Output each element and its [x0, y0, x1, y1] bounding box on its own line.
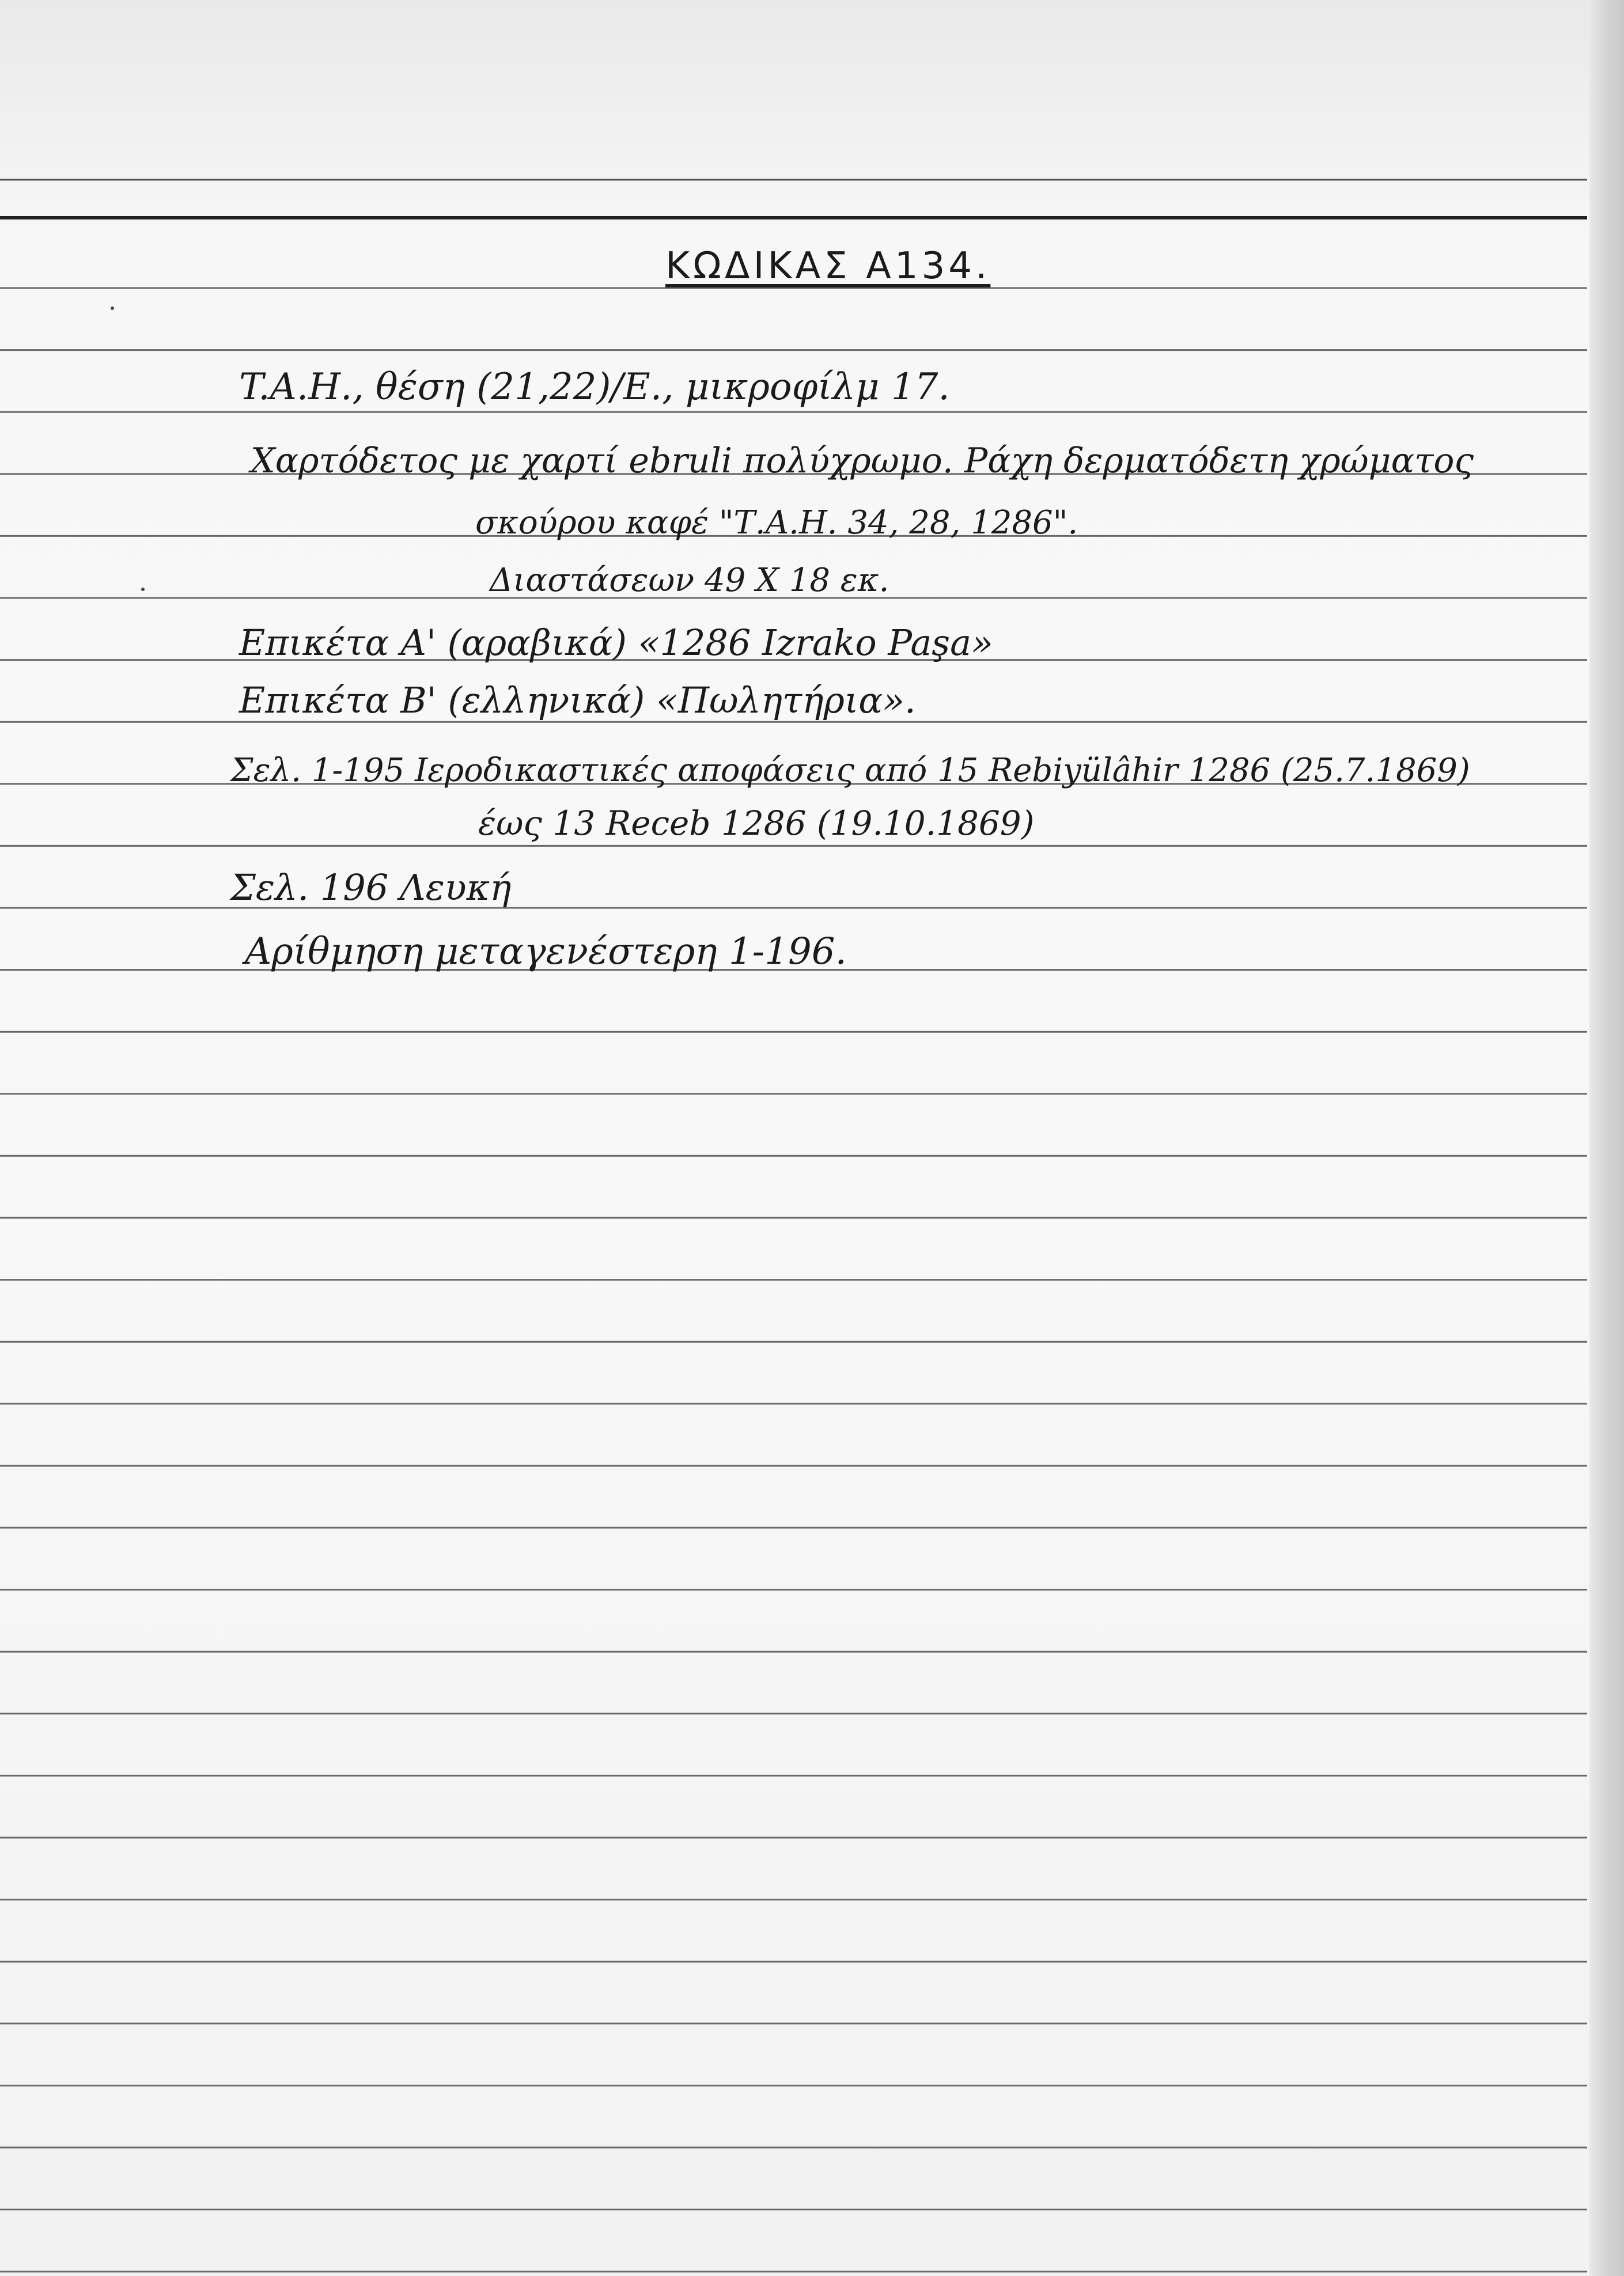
- text-line-8: έως 13 Receb 1286 (19.10.1869): [478, 804, 1035, 843]
- text-line-3: σκούρου καφέ "Τ.Α.Η. 34, 28, 1286".: [475, 504, 1078, 541]
- binding-spine: [1589, 0, 1624, 2276]
- text-line-9: Σελ. 196 Λευκή: [230, 866, 512, 908]
- text-line-1: T.A.H., θέση (21,22)/E., μικροφίλμ 17.: [239, 366, 950, 408]
- margin-dot: [111, 306, 114, 310]
- text-line-10: Αρίθμηση μεταγενέστερη 1-196.: [245, 930, 847, 973]
- margin-dot: [141, 588, 145, 591]
- text-line-4: Διαστάσεων 49 X 18 εκ.: [490, 562, 889, 599]
- text-line-5: Επικέτα Α' (αραβικά) «1286 Izrako Paşa»: [239, 622, 993, 664]
- text-line-7: Σελ. 1-195 Ιεροδικαστικές αποφάσεις από 15 Rebiyülâhir 1286 (25.7.1869): [230, 752, 1470, 789]
- page-title: ΚΩΔΙΚΑΣ Α134.: [665, 245, 991, 287]
- text-line-2: Χαρτόδετος με χαρτί ebruli πολύχρωμο. Ράχη δερματόδετη χρώματος: [251, 441, 1474, 481]
- text-line-6: Επικέτα Β' (ελληνικά) «Πωλητήρια».: [239, 679, 916, 721]
